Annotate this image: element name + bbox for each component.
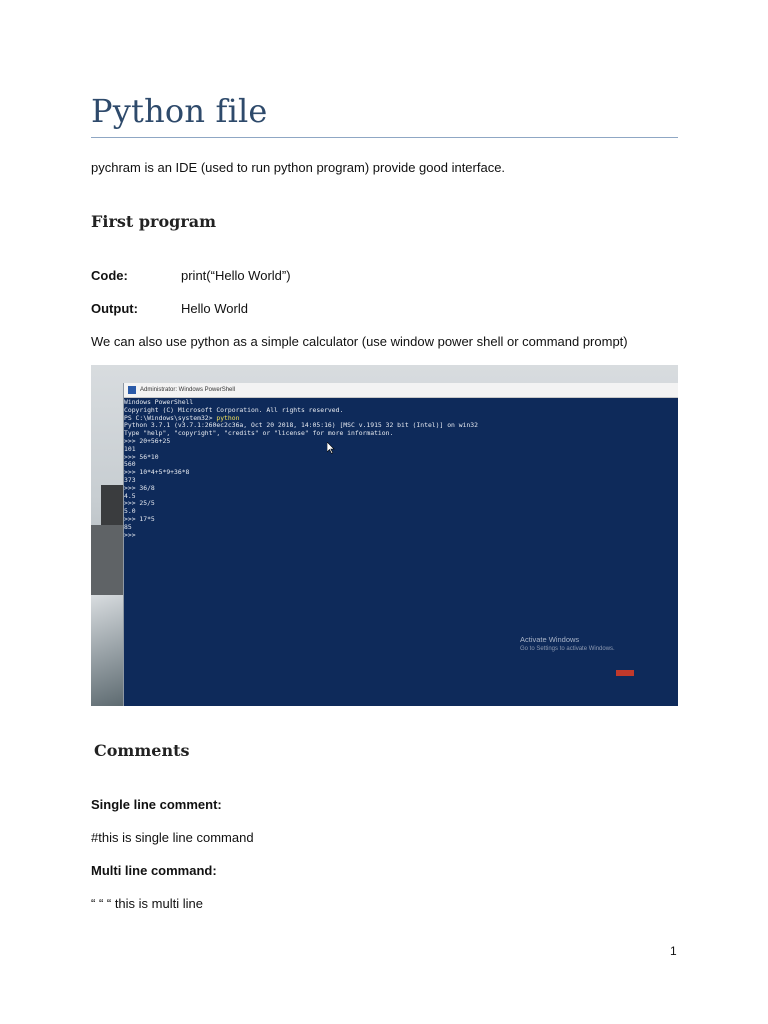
title-rule <box>91 137 678 138</box>
powershell-titlebar <box>124 383 678 398</box>
console-line <box>124 454 678 462</box>
console-text: Windows PowerShell <box>124 398 194 406</box>
console-line <box>124 446 678 454</box>
console-text: 5.0 <box>124 507 136 516</box>
console-text: 101 <box>124 444 136 453</box>
console-text: >>> <box>124 530 136 539</box>
code-value: print(“Hello World”) <box>181 268 291 283</box>
console-text: >>> 25/5 <box>124 499 155 508</box>
output-value: Hello World <box>181 301 248 316</box>
console-text: PS C:\Windows\system32> <box>124 413 217 422</box>
console-text: >>> 56*10 <box>124 452 159 461</box>
single-line-comment-example: #this is single line command <box>91 830 254 845</box>
console-line <box>124 477 678 485</box>
activation-watermark-title: Activate Windows <box>520 635 580 644</box>
console-text: 85 <box>124 522 132 531</box>
desktop-wallpaper <box>91 595 124 706</box>
multi-line-comment-label: Multi line command: <box>91 863 217 878</box>
code-label: Code: <box>91 268 128 283</box>
powershell-window-title: Administrator: Windows PowerShell <box>140 387 236 393</box>
console-line <box>124 469 678 477</box>
console-text: >>> 10*4+5*9+36*8 <box>124 468 190 477</box>
console-line <box>124 493 678 501</box>
desktop-tile <box>91 525 124 595</box>
intro-paragraph: pychram is an IDE (used to run python program) provide good interface. <box>91 160 506 175</box>
console-text: Type "help", "copyright", "credits" or "license" for more information. <box>124 429 394 438</box>
page-title: Python file <box>91 92 268 130</box>
console-line <box>124 532 678 540</box>
console-line <box>124 438 678 446</box>
console-line <box>124 485 678 493</box>
activation-watermark-subtitle: Go to Settings to activate Windows. <box>520 646 615 652</box>
tray-badge <box>616 670 634 676</box>
console-text: 4.5 <box>124 491 136 500</box>
powershell-console <box>124 398 678 539</box>
console-line <box>124 516 678 524</box>
powershell-icon <box>128 386 136 394</box>
console-text: 560 <box>124 460 136 469</box>
multi-line-comment-example: “ “ “ this is multi line <box>91 896 203 911</box>
page-number: 1 <box>670 944 677 958</box>
single-line-comment-label: Single line comment: <box>91 797 222 812</box>
console-command: python <box>216 413 240 422</box>
output-label: Output: <box>91 301 138 316</box>
console-line <box>124 524 678 532</box>
console-text: >>> 36/8 <box>124 483 155 492</box>
powershell-window <box>123 383 678 706</box>
calculator-note: We can also use python as a simple calculator (use window power shell or command prompt) <box>91 334 628 349</box>
console-text: 373 <box>124 475 136 484</box>
console-line <box>124 461 678 469</box>
first-program-heading: First program <box>91 212 217 231</box>
mouse-cursor-icon <box>327 442 335 454</box>
console-line <box>124 430 678 438</box>
console-text: Python 3.7.1 (v3.7.1:260ec2c36a, Oct 20 2018, 14:05:16) [MSC v.1915 32 bit (Intel)] on win32 <box>124 421 478 430</box>
console-text: Copyright (C) Microsoft Corporation. All rights reserved. <box>124 405 344 414</box>
console-line <box>124 508 678 516</box>
comments-heading: Comments <box>94 741 190 760</box>
console-text: >>> 20+56+25 <box>124 436 171 445</box>
powershell-screenshot <box>91 365 678 706</box>
console-line <box>124 500 678 508</box>
console-text: >>> 17*5 <box>124 514 155 523</box>
